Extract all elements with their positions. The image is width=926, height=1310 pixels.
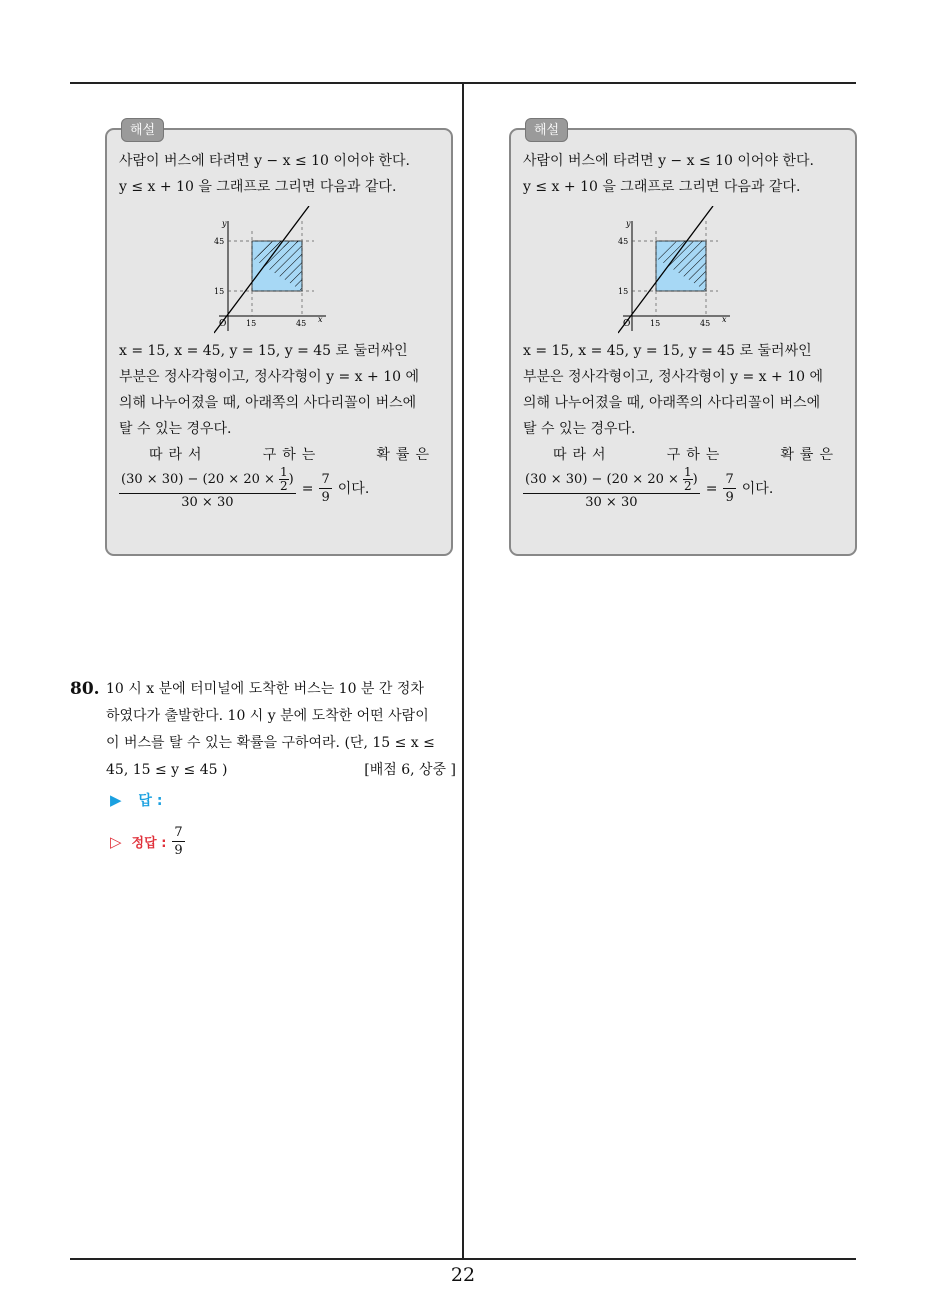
- correct-fraction: $\frac{7}{9}$: [174, 825, 183, 858]
- solution-tag: 해설: [121, 118, 164, 142]
- label-y15: 15: [618, 287, 629, 296]
- label-axis-y: y: [222, 219, 227, 228]
- solution-line-6: 탈 수 있는 경우다.: [523, 421, 636, 437]
- solution-line-5: 의해 나누어졌을 때, 아래쪽의 사다리꼴이 버스에: [119, 395, 417, 411]
- probability-graph: [618, 206, 748, 336]
- problem-number: 80.: [70, 679, 100, 699]
- label-axis-x: x: [318, 315, 323, 324]
- solution-box-left: [105, 123, 453, 556]
- label-axis-x: x: [722, 315, 727, 324]
- correct-answer: [110, 824, 185, 859]
- result-fraction: $\frac{7}{9}$: [321, 472, 330, 505]
- page-number: 22: [450, 1264, 476, 1286]
- solution-line-4: 부분은 정사각형이고, 정사각형이 y = x + 10 에: [119, 369, 419, 385]
- result-fraction: $\frac{7}{9}$: [725, 472, 734, 505]
- main-fraction: (30 × 30) − (20 × 20 × $\frac{1}{2}$ ) 30 × 30: [525, 465, 698, 510]
- play-triangle-icon: ▶: [110, 791, 122, 809]
- solution-line-3: x = 15, x = 45, y = 15, y = 45 로 둘러싸인: [523, 343, 812, 359]
- label-x45: 45: [700, 319, 711, 328]
- column-divider: [462, 84, 464, 1258]
- problem-line-3: 이 버스를 탈 수 있는 확률을 구하여라. (단, 15 ≤ x ≤: [106, 735, 435, 751]
- label-x45: 45: [296, 319, 307, 328]
- probability-graph: [214, 206, 344, 336]
- label-x15: 15: [650, 319, 661, 328]
- solution-line-2: y ≤ x + 10 을 그래프로 그리면 다음과 같다.: [119, 179, 397, 195]
- solution-tag: 해설: [525, 118, 568, 142]
- answer-field[interactable]: [110, 790, 162, 810]
- solution-line-6: 탈 수 있는 경우다.: [119, 421, 232, 437]
- problem-line-2: 하였다가 출발한다. 10 시 y 분에 도착한 어떤 사람이: [106, 708, 429, 724]
- label-x15: 15: [246, 319, 257, 328]
- problem-line-4: 45, 15 ≤ y ≤ 45 ) [배점 6, 상중 ]: [106, 757, 456, 784]
- label-origin: O: [623, 319, 631, 329]
- solution-line-4: 부분은 정사각형이고, 정사각형이 y = x + 10 에: [523, 369, 823, 385]
- label-y45: 45: [214, 237, 225, 246]
- solution-line-1: 사람이 버스에 타려면 y − x ≤ 10 이어야 한다.: [119, 153, 410, 169]
- solution-line-1: 사람이 버스에 타려면 y − x ≤ 10 이어야 한다.: [523, 153, 814, 169]
- probability-formula: (30 × 30) − (20 × 20 × $\frac{1}{2}$ ) 30 × 30 = $\frac{7}{9}$ 이다.: [525, 465, 774, 510]
- bottom-rule: [70, 1258, 856, 1260]
- answer-label: 답 :: [138, 793, 163, 809]
- solution-line-5: 의해 나누어졌을 때, 아래쪽의 사다리꼴이 버스에: [523, 395, 821, 411]
- main-fraction: (30 × 30) − (20 × 20 × $\frac{1}{2}$ ) 30 × 30: [121, 465, 294, 510]
- problem-80: [70, 676, 456, 784]
- solution-spread-line: 따라서 구하는 확률은: [553, 447, 839, 463]
- solution-line-2: y ≤ x + 10 을 그래프로 그리면 다음과 같다.: [523, 179, 801, 195]
- label-axis-y: y: [626, 219, 631, 228]
- probability-formula: (30 × 30) − (20 × 20 × $\frac{1}{2}$ ) 30 × 30 = $\frac{7}{9}$ 이다.: [121, 465, 370, 510]
- problem-line-1: 10 시 x 분에 터미널에 도착한 버스는 10 분 간 정차: [106, 681, 424, 697]
- label-y45: 45: [618, 237, 629, 246]
- solution-box-right: [509, 123, 857, 556]
- solution-line-3: x = 15, x = 45, y = 15, y = 45 로 둘러싸인: [119, 343, 408, 359]
- outline-triangle-icon: ▷: [110, 832, 122, 851]
- label-y15: 15: [214, 287, 225, 296]
- problem-meta: [배점 6, 상중 ]: [364, 762, 456, 778]
- correct-label: 정답 :: [131, 836, 167, 851]
- label-origin: O: [219, 319, 227, 329]
- solution-spread-line: 따라서 구하는 확률은: [149, 447, 435, 463]
